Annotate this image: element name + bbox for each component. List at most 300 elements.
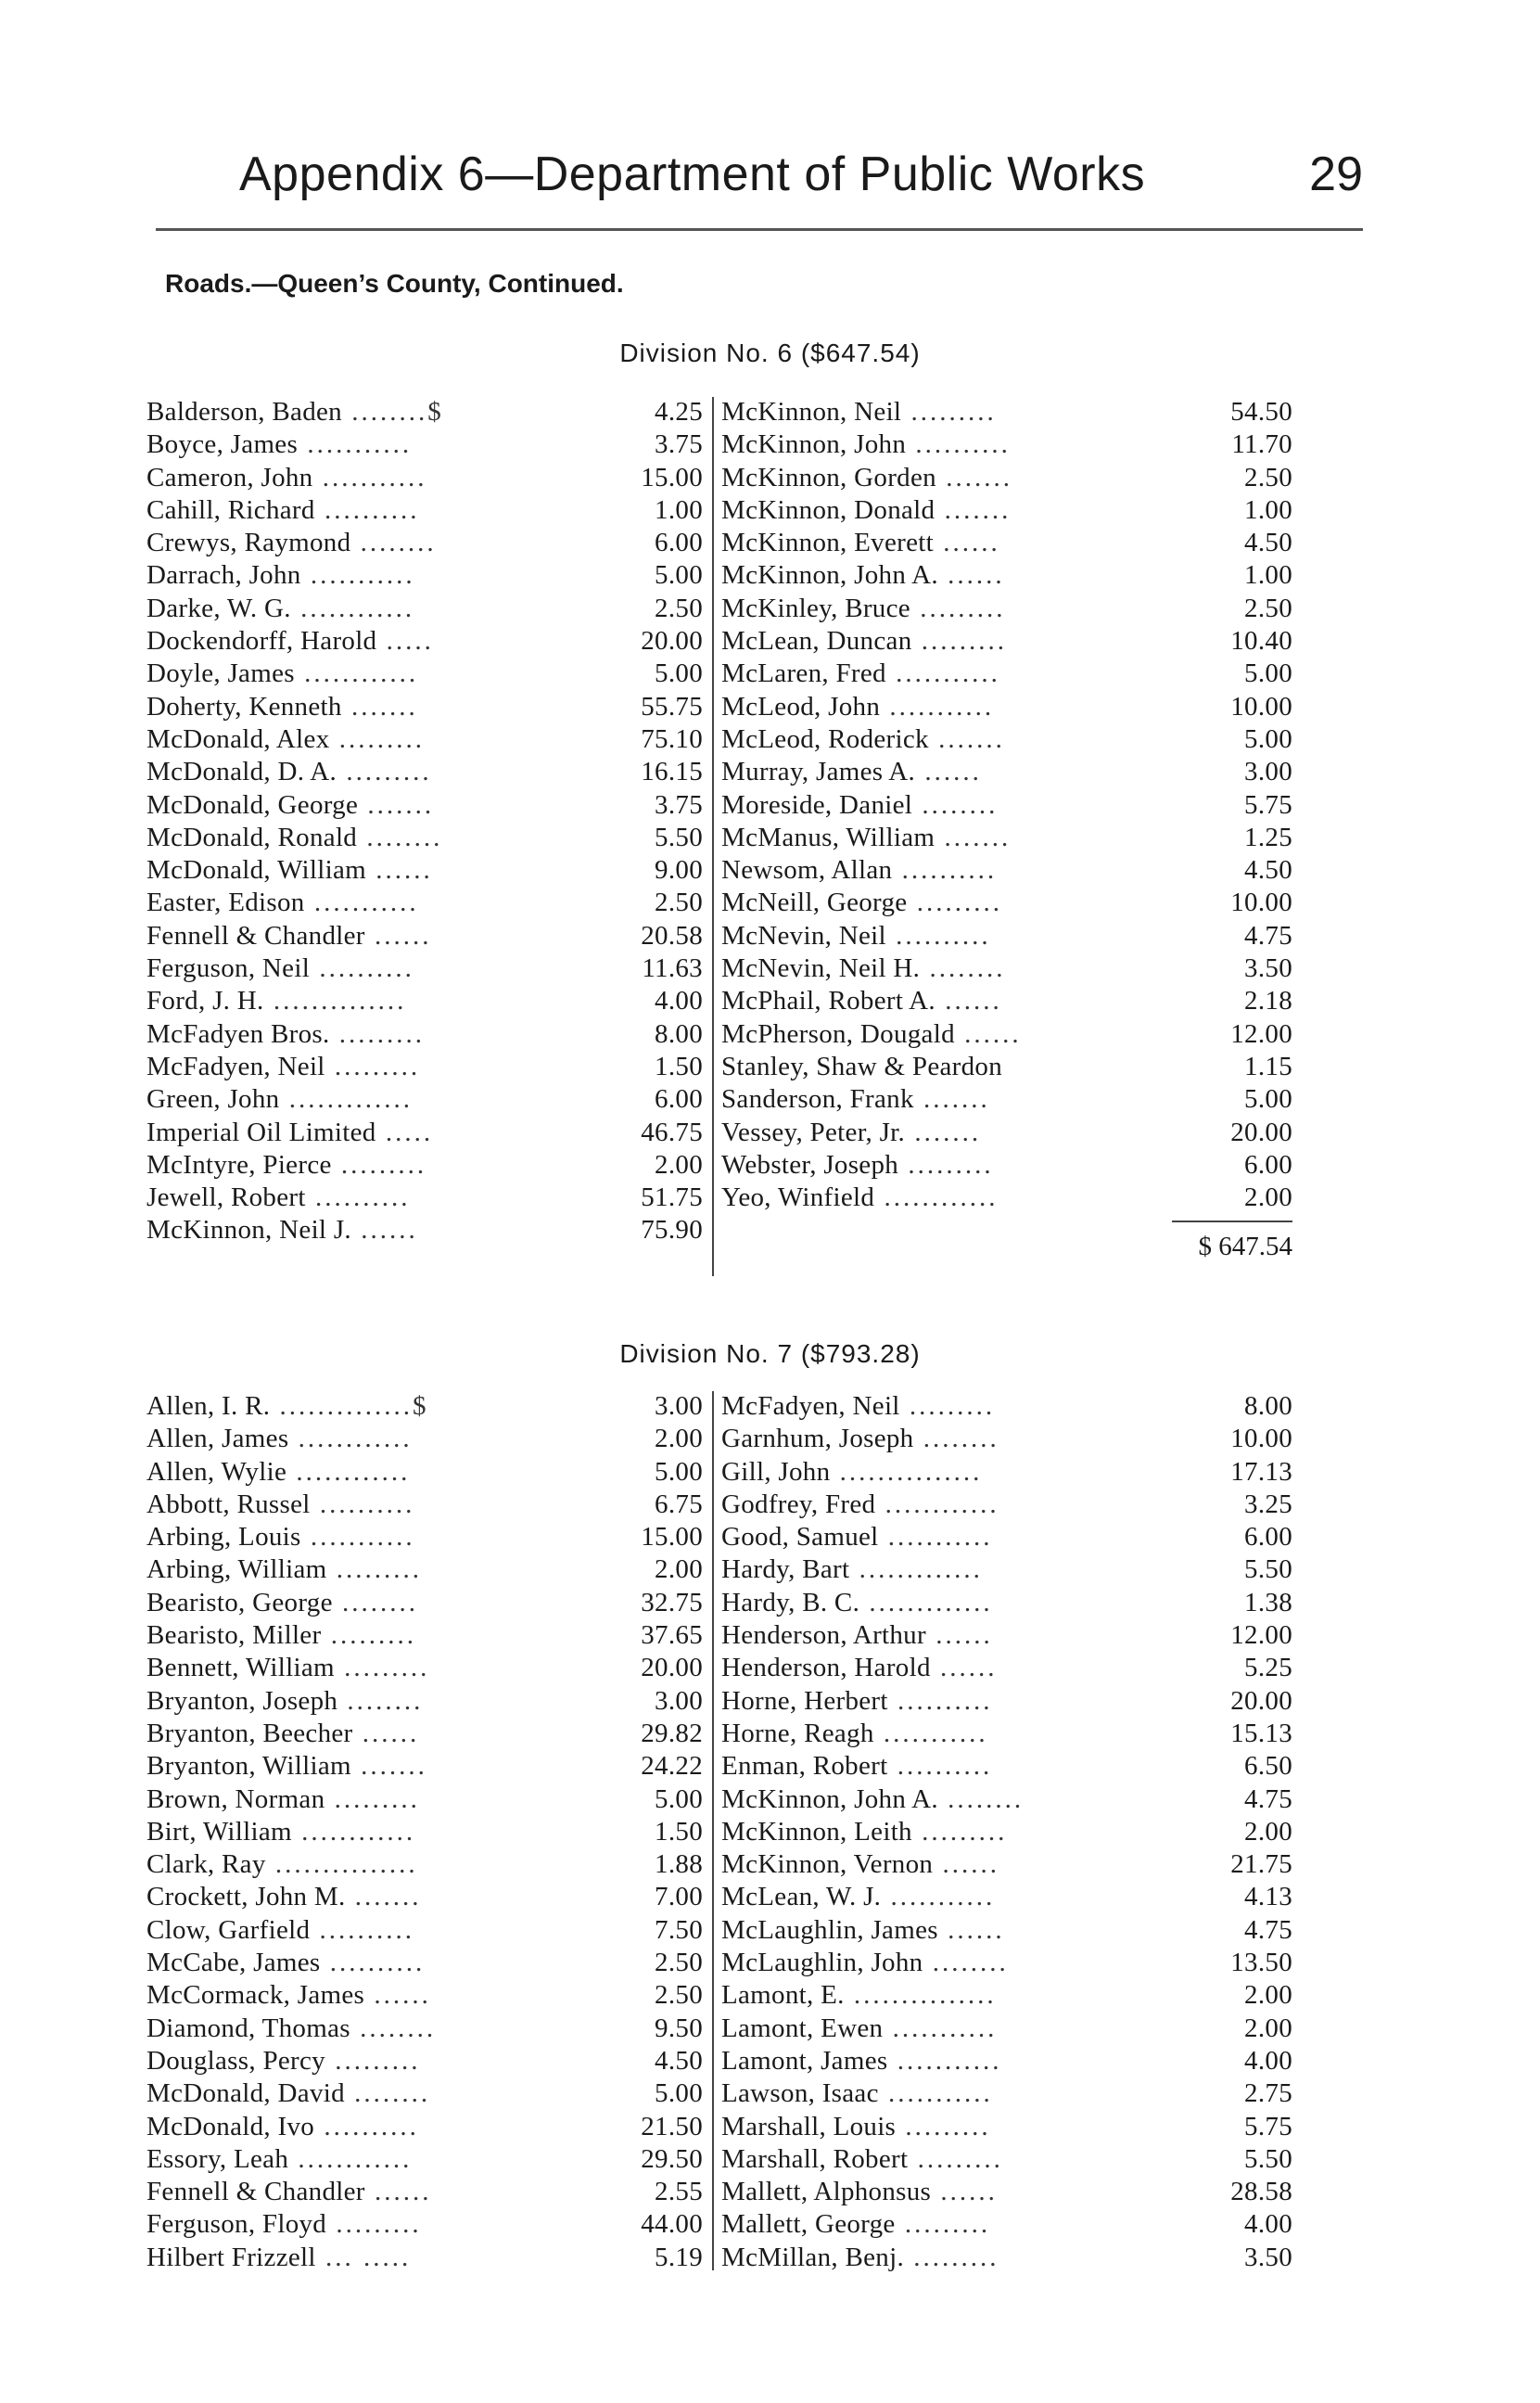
payee-name: Webster, Joseph (721, 1149, 899, 1180)
payee-name: McIntyre, Pierce (146, 1149, 332, 1180)
ledger-row (146, 495, 703, 528)
division-7-left-column (146, 1391, 703, 2275)
ledger-row-name (721, 986, 1163, 1016)
ledger-row-name (146, 724, 573, 755)
leader-dots: ......... (908, 2143, 1003, 2174)
ledger-row-amount: 16.15 (641, 757, 703, 787)
ledger-row (721, 1948, 1292, 1980)
ledger-row-name (146, 1915, 573, 1946)
ledger-row-name (146, 1019, 573, 1050)
ledger-row-amount: 6.00 (1244, 1522, 1292, 1553)
ledger-row-amount: 29.50 (641, 2143, 703, 2174)
ledger-row-name (721, 2013, 1163, 2044)
ledger-row-amount: 2.18 (1244, 986, 1292, 1016)
payee-name: McCormack, James (146, 1980, 365, 2011)
ledger-row-amount: 5.00 (1244, 658, 1292, 689)
ledger-row-amount: 7.50 (655, 1914, 703, 1945)
leader-dots: ...... (364, 2177, 432, 2207)
ledger-row-amount: 5.50 (1244, 2143, 1292, 2174)
ledger-row (146, 921, 703, 953)
payee-name: Essory, Leah (146, 2143, 289, 2174)
ledger-row (721, 921, 1292, 953)
ledger-row (146, 658, 703, 691)
ledger-row-name (721, 2078, 1163, 2109)
ledger-row-name (721, 1019, 1163, 1050)
ledger-row (146, 823, 703, 855)
payee-name: Arbing, Louis (146, 1522, 301, 1553)
ledger-row-name (721, 594, 1163, 624)
ledger-row-name (146, 888, 573, 918)
ledger-row (146, 855, 703, 888)
payee-name: Mallett, George (721, 2209, 896, 2240)
leader-dots: ...... (933, 1849, 999, 1880)
leader-dots: ....... (341, 691, 418, 722)
ledger-row-name (146, 2046, 573, 2077)
ledger-row (721, 1719, 1292, 1751)
ledger-row (721, 1052, 1292, 1084)
leader-dots: ......... (325, 2045, 421, 2076)
leader-dots: ........... (881, 1882, 996, 1912)
payee-name: Ford, J. H. (146, 986, 264, 1016)
payee-name: Newsom, Allan (721, 855, 893, 886)
ledger-row (146, 888, 703, 920)
leader-dots: .......... (314, 2111, 419, 2141)
payee-name: Allen, I. R. (146, 1391, 271, 1421)
ledger-row (721, 1653, 1292, 1685)
ledger-row-amount: 13.50 (1230, 1948, 1292, 1978)
payee-name: Crockett, John M. (146, 1882, 346, 1912)
ledger-row (721, 2177, 1292, 2209)
ledger-row-name (146, 986, 573, 1016)
leader-dots: ........... (312, 462, 427, 492)
ledger-row-amount: 7.00 (655, 1882, 703, 1912)
leader-dots: .......... (320, 1948, 426, 1978)
ledger-row-amount: 46.75 (641, 1117, 703, 1147)
ledger-row-name (146, 528, 573, 558)
ledger-row (146, 986, 703, 1018)
ledger-row (721, 986, 1292, 1018)
ledger-row (721, 2046, 1292, 2078)
leader-dots: ......... (326, 2209, 422, 2240)
leader-dots: ........... (883, 2013, 998, 2043)
ledger-row-name (721, 626, 1163, 657)
payee-name: McDonald, D. A. (146, 757, 337, 787)
ledger-row (146, 560, 703, 593)
leader-dots: ....... (345, 1882, 422, 1912)
payee-name: Horne, Herbert (721, 1685, 888, 1716)
leader-dots: ........ (350, 2013, 437, 2043)
ledger-row-name (146, 1882, 573, 1912)
ledger-row (146, 2013, 703, 2046)
ledger-row (146, 692, 703, 724)
ledger-row (721, 626, 1292, 658)
ledger-row-name (146, 2243, 573, 2273)
leader-dots: ....... (935, 822, 1012, 852)
ledger-row-name (721, 1084, 1163, 1115)
ledger-row-amount: 10.00 (1230, 888, 1292, 918)
ledger-row-amount: 2.00 (655, 1554, 703, 1585)
payee-name: Allen, Wylie (146, 1456, 287, 1487)
leader-dots: ......... (321, 1620, 416, 1651)
division-7-right-column (721, 1391, 1292, 2275)
ledger-row-name (146, 658, 573, 689)
ledger-row-amount: 1.50 (655, 1816, 703, 1847)
leader-dots: .......... (310, 953, 414, 984)
payee-name: Green, John (146, 1084, 280, 1115)
ledger-row (146, 1686, 703, 1719)
ledger-row-amount: 20.58 (641, 920, 703, 951)
leader-dots: ........... (878, 2078, 993, 2109)
payee-name: Bryanton, Beecher (146, 1718, 353, 1748)
ledger-row (721, 1588, 1292, 1620)
section-label: Roads.—Queen’s County, Continued. (165, 269, 624, 298)
ledger-row (146, 1849, 703, 1882)
ledger-row (146, 1182, 703, 1215)
ledger-row-name (721, 1588, 1163, 1618)
ledger-row-amount: 10.40 (1230, 626, 1292, 657)
ledger-row (721, 1489, 1292, 1522)
leader-dots: ........... (298, 429, 413, 460)
ledger-row-name (146, 2144, 573, 2175)
payee-name: Bryanton, Joseph (146, 1685, 338, 1716)
ledger-row-name (146, 1588, 573, 1618)
ledger-row-amount: 20.00 (641, 1653, 703, 1683)
ledger-row-name (146, 1686, 573, 1717)
ledger-row-amount: 37.65 (641, 1620, 703, 1651)
ledger-row-amount: 3.75 (655, 429, 703, 460)
ledger-row-amount: 4.75 (1244, 1914, 1292, 1945)
column-divider (712, 397, 714, 1276)
payee-name: McLaughlin, James (721, 1914, 938, 1945)
payee-name: McKinnon, John A. (721, 1783, 938, 1814)
payee-name: McPhail, Robert A. (721, 986, 935, 1016)
ledger-row (721, 594, 1292, 626)
payee-name: Ferguson, Neil (146, 953, 311, 984)
ledger-row (146, 1084, 703, 1117)
ledger-row-amount: 8.00 (655, 1018, 703, 1049)
ledger-row-name (721, 2144, 1163, 2175)
ledger-row-amount: 4.50 (1244, 528, 1292, 558)
leader-dots: ...... (935, 986, 1002, 1016)
payee-name: McKinnon, Gorden (721, 462, 936, 492)
payee-name: Fennell & Chandler (146, 2177, 365, 2207)
leader-dots: ........ (350, 528, 437, 558)
leader-dots: ............ (874, 1182, 999, 1213)
ledger-row-amount: 3.75 (655, 789, 703, 820)
leader-dots: ....... (935, 494, 1012, 525)
leader-dots: ........ (920, 953, 1006, 984)
ledger-row-amount: 3.25 (1244, 1489, 1292, 1519)
ledger-row-name (146, 1817, 573, 1847)
payee-name: McKinnon, John (721, 429, 907, 460)
leader-dots: ...... (937, 1914, 1005, 1945)
ledger-row-name (146, 626, 573, 657)
ledger-row-amount: 10.00 (1230, 1424, 1292, 1454)
ledger-row-amount: 5.50 (655, 822, 703, 852)
ledger-row-amount: 4.00 (655, 986, 703, 1016)
payee-name: Mallett, Alphonsus (721, 2177, 932, 2207)
payee-name: Bennett, William (146, 1653, 335, 1683)
leader-dots: ............. (849, 1554, 983, 1585)
ledger-row-name (721, 495, 1163, 526)
ledger-row (146, 757, 703, 789)
ledger-row-name (721, 724, 1163, 755)
ledger-row (146, 2243, 703, 2275)
ledger-row-amount: 5.00 (655, 560, 703, 591)
ledger-row (146, 1554, 703, 1587)
ledger-row-name (146, 1653, 573, 1683)
ledger-row (721, 1554, 1292, 1587)
ledger-row-amount: 8.00 (1244, 1391, 1292, 1421)
ledger-row-amount: 21.50 (641, 2111, 703, 2141)
leader-dots: ......... (329, 1018, 426, 1049)
ledger-row-name (146, 2112, 573, 2142)
ledger-row-name (146, 1182, 573, 1213)
ledger-row-amount: 5.50 (1244, 1554, 1292, 1585)
ledger-row-name (146, 1980, 573, 2011)
ledger-row-name (721, 528, 1163, 558)
ledger-row-amount: 2.00 (655, 1424, 703, 1454)
ledger-row-name (721, 2243, 1163, 2273)
ledger-row-name (721, 1118, 1163, 1148)
ledger-row-amount: 21.75 (1230, 1849, 1292, 1880)
payee-name: Bearisto, George (146, 1587, 333, 1617)
ledger-row-amount: 5.00 (1244, 1084, 1292, 1115)
ledger-row-name (146, 1424, 573, 1454)
ledger-row-name (721, 1489, 1163, 1520)
ledger-row (721, 1424, 1292, 1456)
ledger-row-amount: 1.00 (1244, 494, 1292, 525)
leader-dots: ......... (911, 1816, 1008, 1847)
payee-name: McKinnon, Everett (721, 528, 934, 558)
payee-name: McDonald, Alex (146, 723, 330, 754)
ledger-row-amount: 3.50 (1244, 2242, 1292, 2272)
payee-name: Clow, Garfield (146, 1914, 311, 1945)
ledger-row (721, 2243, 1292, 2275)
ledger-row-amount: 32.75 (641, 1587, 703, 1617)
ledger-row-amount: 2.50 (1244, 593, 1292, 623)
leader-dots: .......... (885, 920, 991, 951)
payee-name: Hilbert Frizzell (146, 2242, 316, 2272)
ledger-row-name (146, 1719, 573, 1749)
ledger-row-name (721, 1719, 1163, 1749)
ledger-row-amount: 54.50 (1230, 397, 1292, 427)
payee-name: Vessey, Peter, Jr. (721, 1117, 906, 1147)
ledger-row (146, 1150, 703, 1182)
leader-dots: ............ (288, 2143, 413, 2174)
payee-name: Douglass, Percy (146, 2045, 325, 2076)
leader-dots: ............ (291, 1816, 416, 1847)
leader-dots: ....... (350, 1751, 427, 1782)
ledger-row-amount: 4.75 (1244, 1783, 1292, 1814)
leader-dots: .......... (305, 1182, 411, 1213)
payee-name: Murray, James A. (721, 757, 916, 787)
payee-name: Bryanton, William (146, 1751, 351, 1782)
leader-dots: ....... (913, 1084, 990, 1115)
payee-name: Marshall, Robert (721, 2143, 909, 2174)
leader-dots: ....... (935, 462, 1012, 492)
ledger-row-amount: 2.50 (1244, 462, 1292, 492)
ledger-row (146, 1948, 703, 1980)
ledger-row-amount: 5.00 (655, 2078, 703, 2109)
ledger-row (721, 429, 1292, 462)
ledger-row (721, 495, 1292, 528)
payee-name: McKinnon, John A. (721, 560, 938, 591)
ledger-row-amount: 10.00 (1230, 691, 1292, 722)
ledger-row-name (146, 2209, 573, 2240)
payee-name: McFadyen, Neil (146, 1051, 325, 1081)
ledger-row (146, 1784, 703, 1817)
ledger-row-amount: 3.00 (1244, 757, 1292, 787)
ledger-row-amount: 24.22 (641, 1751, 703, 1782)
payee-name: Darke, W. G. (146, 593, 291, 623)
leader-dots: ............ (294, 658, 419, 689)
leader-dots: ............. (859, 1587, 993, 1617)
ledger-row (721, 658, 1292, 691)
ledger-row (721, 2078, 1292, 2111)
leader-dots: ...... (364, 920, 432, 951)
ledger-row-amount: 15.00 (641, 1522, 703, 1553)
leader-dots: ......... (326, 1554, 423, 1585)
leader-dots: ........ (357, 822, 443, 852)
ledger-row-name (721, 463, 1163, 493)
ledger-row-name (146, 1784, 573, 1815)
ledger-row-name (721, 1751, 1163, 1782)
ledger-row-amount: 51.75 (641, 1182, 703, 1213)
ledger-row (146, 1052, 703, 1084)
ledger-row-name (146, 1489, 573, 1520)
ledger-row-name (721, 790, 1163, 821)
division-7-heading: Division No. 7 ($793.28) (619, 1339, 921, 1368)
payee-name: McFadyen, Neil (721, 1391, 900, 1421)
leader-dots: .......... (887, 1751, 993, 1782)
ledger-row-name (146, 1457, 573, 1488)
leader-dots: .......... (887, 1685, 993, 1716)
leader-dots: ...... (915, 757, 982, 787)
ledger-row (146, 1751, 703, 1783)
ledger-row-amount: 4.50 (1244, 855, 1292, 886)
leader-dots: ........ (937, 1783, 1025, 1814)
leader-dots: ....... (358, 789, 435, 820)
leader-dots: ......... (898, 1149, 994, 1180)
ledger-row (721, 2112, 1292, 2144)
ledger-row (146, 626, 703, 658)
ledger-row-name (146, 953, 573, 984)
payee-name: Cahill, Richard (146, 494, 315, 525)
ledger-row (721, 1751, 1292, 1783)
leader-dots: ........... (873, 1718, 988, 1748)
ledger-row (146, 594, 703, 626)
payee-name: Clark, Ray (146, 1849, 266, 1880)
header-rule (156, 228, 1363, 231)
total-rule (1172, 1221, 1292, 1222)
ledger-row (146, 1882, 703, 1914)
ledger-row (721, 1849, 1292, 1882)
division-6-total: $ 647.54 (1198, 1232, 1292, 1261)
leader-dots: ............ (875, 1489, 999, 1519)
payee-name: McDonald, William (146, 855, 366, 886)
ledger-row-name (146, 495, 573, 526)
ledger-row-amount: 6.75 (655, 1489, 703, 1519)
payee-name: McKinley, Bruce (721, 593, 910, 623)
leader-dots: ........ (332, 1587, 419, 1617)
leader-dots: ...... (925, 1620, 993, 1651)
ledger-row-amount: 6.00 (655, 1084, 703, 1115)
payee-name: Yeo, Winfield (721, 1182, 875, 1213)
division-6-heading: Division No. 6 ($647.54) (619, 339, 921, 367)
payee-name: Crewys, Raymond (146, 528, 351, 558)
ledger-row (146, 429, 703, 462)
leader-dots: ............. (279, 1084, 413, 1115)
payee-name: Jewell, Robert (146, 1182, 306, 1213)
ledger-row-name (146, 1215, 573, 1246)
ledger-row (721, 1686, 1292, 1719)
ledger-row (146, 1118, 703, 1150)
leader-dots: ........... (300, 1522, 415, 1553)
payee-name: McDonald, David (146, 2078, 345, 2109)
payee-name: Lawson, Isaac (721, 2078, 879, 2109)
leader-dots: ......... (899, 1391, 996, 1421)
payee-name: Stanley, Shaw & Peardon (721, 1051, 1003, 1081)
payee-name: McKinnon, Neil J. (146, 1215, 351, 1246)
ledger-row (146, 2112, 703, 2144)
payee-name: Horne, Reagh (721, 1718, 874, 1748)
leader-dots: ............... (830, 1456, 983, 1487)
ledger-row (721, 463, 1292, 495)
leader-dots: ........... (880, 691, 995, 722)
payee-name: Cameron, John (146, 462, 313, 492)
payee-name: McCabe, James (146, 1948, 321, 1978)
leader-dots: ........$ (341, 397, 444, 427)
leader-dots: ........ (912, 789, 999, 820)
payee-name: Fennell & Chandler (146, 920, 365, 951)
leader-dots: ...... (954, 1018, 1022, 1049)
ledger-row-name (146, 1751, 573, 1782)
ledger-row-name (146, 921, 573, 952)
payee-name: Easter, Edison (146, 888, 305, 918)
ledger-row-name (146, 2013, 573, 2044)
ledger-row (146, 463, 703, 495)
leader-dots: ........... (878, 1522, 993, 1553)
leader-dots: ...... (352, 1718, 420, 1748)
payee-name: Arbing, William (146, 1554, 327, 1585)
payee-name: McKinnon, Donald (721, 494, 935, 525)
payee-name: Allen, James (146, 1424, 289, 1454)
payee-name: McLeod, Roderick (721, 723, 929, 754)
ledger-row-name (721, 1150, 1163, 1181)
ledger-row-amount: 29.82 (641, 1718, 703, 1748)
leader-dots: ...... (937, 560, 1005, 591)
leader-dots: ........... (885, 658, 1000, 689)
ledger-row (721, 1084, 1292, 1117)
ledger-row-amount: 9.50 (655, 2013, 703, 2043)
ledger-row-amount: 2.00 (655, 1149, 703, 1180)
leader-dots: .......... (310, 1914, 415, 1945)
ledger-row-amount: 1.00 (1244, 560, 1292, 591)
ledger-row-amount: 1.38 (1244, 1587, 1292, 1617)
ledger-row-amount: 11.70 (1231, 429, 1292, 460)
ledger-row-name (146, 790, 573, 821)
ledger-row (721, 1980, 1292, 2013)
ledger-row-amount: 12.00 (1230, 1018, 1292, 1049)
payee-name: McNeill, George (721, 888, 908, 918)
ledger-row (146, 2177, 703, 2209)
ledger-row-name (146, 429, 573, 460)
ledger-row (721, 528, 1292, 560)
ledger-row (146, 1489, 703, 1522)
page-title: Appendix 6—Department of Public Works (239, 147, 1146, 201)
ledger-row-name (721, 1817, 1163, 1847)
